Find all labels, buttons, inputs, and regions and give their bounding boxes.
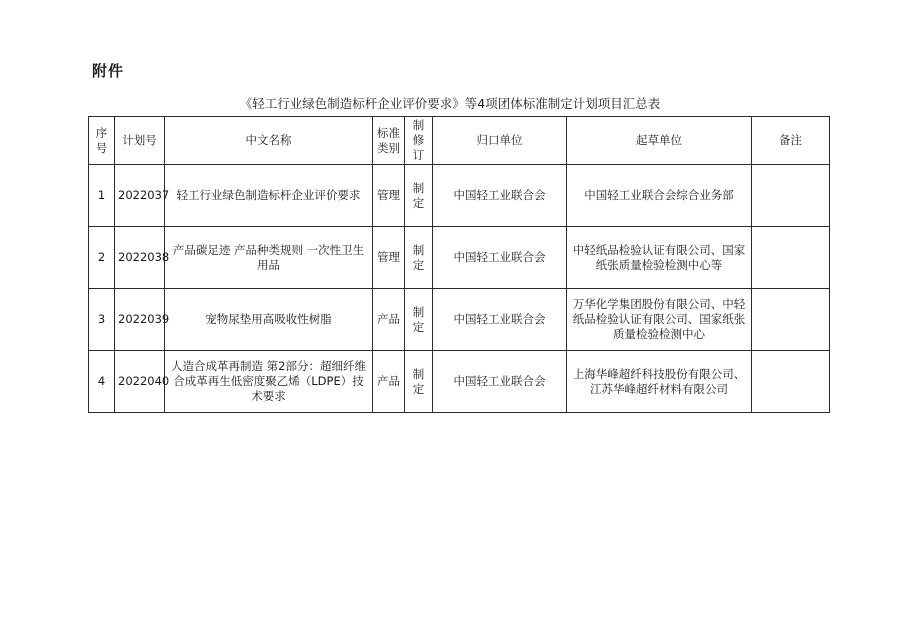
- standards-summary-table: [88, 116, 830, 413]
- cell-revision: 制定: [405, 165, 433, 227]
- cell-name: 轻工行业绿色制造标杆企业评价要求: [165, 165, 373, 227]
- cell-drafting-unit: 中国轻工业联合会综合业务部: [567, 165, 752, 227]
- cell-remarks: [752, 165, 830, 227]
- header-drafting-unit: 起草单位: [567, 117, 752, 165]
- header-name: 中文名称: [165, 117, 373, 165]
- cell-seq: 4: [89, 351, 115, 413]
- cell-seq: 2: [89, 227, 115, 289]
- table-header-row: [89, 117, 830, 165]
- cell-remarks: [752, 289, 830, 351]
- cell-responsible-unit: 中国轻工业联合会: [433, 227, 567, 289]
- cell-std-type: 管理: [373, 227, 405, 289]
- cell-plan-no: 2022037: [115, 165, 165, 227]
- cell-plan-no: 2022040: [115, 351, 165, 413]
- cell-plan-no: 2022038: [115, 227, 165, 289]
- cell-seq: 1: [89, 165, 115, 227]
- cell-drafting-unit: 中轻纸品检验认证有限公司、国家纸张质量检验检测中心等: [567, 227, 752, 289]
- attachment-label: 附件: [92, 62, 125, 80]
- cell-responsible-unit: 中国轻工业联合会: [433, 351, 567, 413]
- cell-plan-no: 2022039: [115, 289, 165, 351]
- cell-revision: 制定: [405, 289, 433, 351]
- cell-responsible-unit: 中国轻工业联合会: [433, 165, 567, 227]
- cell-remarks: [752, 227, 830, 289]
- cell-drafting-unit: 万华化学集团股份有限公司、中轻纸品检验认证有限公司、国家纸张质量检验检测中心: [567, 289, 752, 351]
- header-std-type: 标准类别: [373, 117, 405, 165]
- cell-name: 人造合成革再制造 第2部分：超细纤维合成革再生低密度聚乙烯（LDPE）技术要求: [165, 351, 373, 413]
- cell-std-type: 管理: [373, 165, 405, 227]
- header-plan-no: 计划号: [115, 117, 165, 165]
- cell-revision: 制定: [405, 227, 433, 289]
- cell-name: 产品碳足迹 产品种类规则 一次性卫生用品: [165, 227, 373, 289]
- header-revision: 制修订: [405, 117, 433, 165]
- header-remarks: 备注: [752, 117, 830, 165]
- cell-seq: 3: [89, 289, 115, 351]
- cell-revision: 制定: [405, 351, 433, 413]
- header-responsible-unit: 归口单位: [433, 117, 567, 165]
- cell-std-type: 产品: [373, 289, 405, 351]
- cell-drafting-unit: 上海华峰超纤科技股份有限公司、江苏华峰超纤材料有限公司: [567, 351, 752, 413]
- cell-responsible-unit: 中国轻工业联合会: [433, 289, 567, 351]
- cell-name: 宠物尿垫用高吸收性树脂: [165, 289, 373, 351]
- table-row: [89, 351, 830, 413]
- header-seq: 序号: [89, 117, 115, 165]
- cell-remarks: [752, 351, 830, 413]
- document-title: 《轻工行业绿色制造标杆企业评价要求》等4项团体标准制定计划项目汇总表: [239, 96, 661, 111]
- table-row: [89, 165, 830, 227]
- cell-std-type: 产品: [373, 351, 405, 413]
- table-row: [89, 289, 830, 351]
- table-row: [89, 227, 830, 289]
